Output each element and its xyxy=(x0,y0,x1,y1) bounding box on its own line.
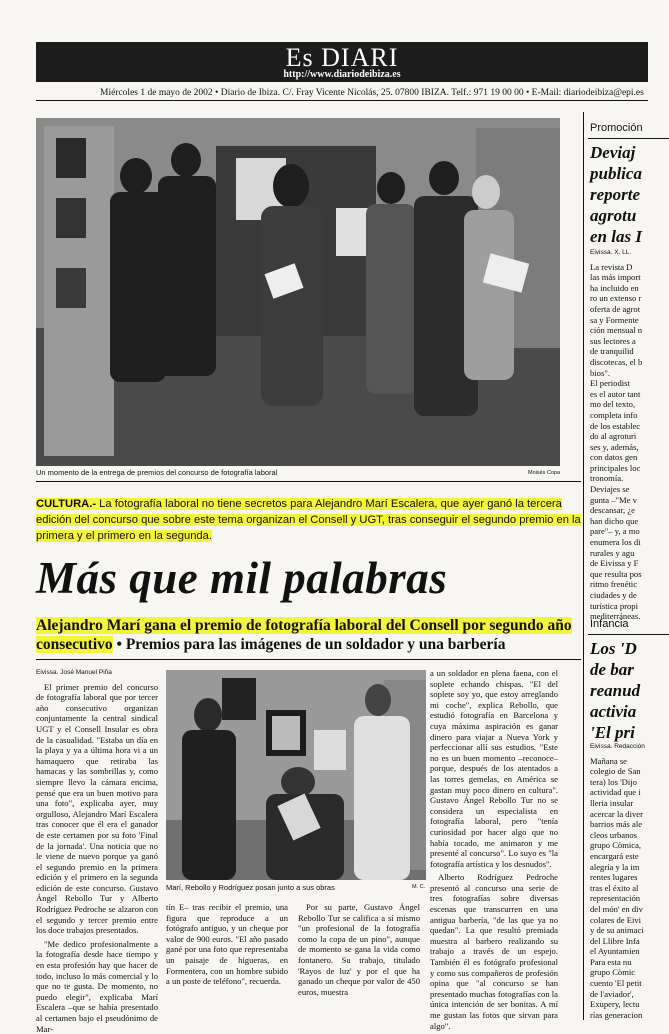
sidebar-text-line: gunta –"Me v xyxy=(590,494,637,505)
sidebar-text-line: sa y Formente xyxy=(590,314,639,325)
byline: Eivissa. José Manuel Piña xyxy=(36,669,112,676)
sidebar-text-line: actividad que i xyxy=(590,787,641,798)
col3-paragraph: Por su parte, Gustavo Ángel Rebollo Tur se califica a sí mismo "un profesional de la fotografía como la copa de un pino", aunque de momento se gana la vida como fontanero. Su trabajo, titulado 'Rayos de luz' y por el que ha ganado un cheque por valor de 450 euros, muestra xyxy=(298,902,420,997)
article-column-3 xyxy=(298,902,420,997)
winners-photo-caption: Marí, Rebollo y Rodríguez posan junto a sus obras xyxy=(166,883,335,892)
sidebar-headline-2: Los 'D de bar reanud activia 'El pri xyxy=(590,639,641,742)
sidebar-text-line: con datos gen xyxy=(590,452,638,463)
sidebar-text-line: es el autor tant xyxy=(590,388,641,399)
sidebar-text-line: rentes lugares xyxy=(590,872,638,883)
masthead xyxy=(36,42,648,82)
sidebar-text-line: del Llibre Infa xyxy=(590,935,640,946)
sidebar-text-line: y de su animaci xyxy=(590,925,644,936)
sidebar-text-line: ro un extenso r xyxy=(590,293,642,304)
subhead xyxy=(36,616,596,654)
sidebar-text-line: bios". xyxy=(590,367,610,378)
sidebar-text-line: pare"– y, a mo xyxy=(590,526,640,537)
dateline: Miércoles 1 de mayo de 2002 • Diario de Ibiza. C/. Fray Vicente Nicolás, 25. 07800 IBIZA. Telf.: 971 19 00 00 • E-Mail: diariodeibiza@epi.es xyxy=(100,88,644,98)
sidebar-text-line: representación xyxy=(590,893,641,904)
sidebar-text-line: descansar, ¿e xyxy=(590,505,635,516)
sidebar-text-line: ciudades y de xyxy=(590,590,637,600)
sidebar-section-infancia: Infancia xyxy=(590,618,629,630)
sidebar-text-line: mo del texto, xyxy=(590,399,636,410)
sidebar-text-line: de tranquilid xyxy=(590,346,634,357)
sidebar-text-line: completa info xyxy=(590,409,638,420)
sidebar-text-line: cuento 'El petit xyxy=(590,978,642,989)
col4-paragraph-1: a un soldador en plena faena, con el soplete echando chispas. "El del soplete soy yo, que estoy arreglando mi coche", explica Rebollo, que estudió fotografía en Barcelona y cuya máxima aspiración es ganar dinero para viajar a Nueva York y perfeccionar allí sus estudios. "Este no es un buen momento –reconoce– porque, después de los atentados a las torres gemelas, en América se gastan muy poco dinero en cultura". Gustavo Ángel Rebollo Tur no se considera un especialista en fotografía laboral, pero "tenía curiosidad por hacer algo que no había tocado, me animaron y me presenté al concurso". Lo suyo es "la fotografía artística y los desnudos". xyxy=(430,668,558,869)
col1-paragraph-2: "Me dedico profesionalmente a la fotografía desde hace tiempo y en esta profesión hay que hacer de todo, incluso lo más comercial y lo que no te gusta. De momento, no puedo elegir", explicaba Marí Escalera –que se había presentado al certamen bajo el pseudónimo de Mar- xyxy=(36,938,158,1034)
sidebar-text-line: ha incluido en xyxy=(590,282,639,293)
masthead-title: Es DIARI xyxy=(285,43,399,72)
sidebar-article-2 xyxy=(590,742,669,1020)
subhead-rest: • Premios para las imágenes de un soldador y una barbería xyxy=(112,636,506,653)
sidebar-text-line: mediterráneas. xyxy=(590,611,641,622)
winners-photo xyxy=(166,670,426,880)
top-photo-credit: Moisés Copa xyxy=(528,470,561,476)
sidebar-text-line: Para esta nu xyxy=(590,956,632,967)
masthead-url[interactable]: http://www.diariodeibiza.es xyxy=(283,69,401,80)
sidebar-text-line: tras el éxito al xyxy=(590,882,639,893)
winners-photo-credit: M. C. xyxy=(412,884,426,890)
sidebar-headline-1: Deviaj publica reporte agrotu en las I xyxy=(590,143,642,246)
sidebar-text-line: El periodist xyxy=(590,378,630,389)
sidebar-text-line: acercar la diver xyxy=(590,808,643,819)
headline: Más que mil palabras xyxy=(36,553,448,603)
sidebar-text-line: han dicho que xyxy=(590,515,639,526)
sidebar-text-line: rías generacion xyxy=(590,1009,643,1020)
sidebar-text-line: rurales y agu xyxy=(590,547,635,558)
article-column-1 xyxy=(36,668,158,1034)
col4-paragraph-2: Alberto Rodríguez Pedroche presentó al concurso una serie de tres fotografías sobre diversas escenas que transcurren en una antigua barbería, "de las que ya no quedan". La que resultó premiada muestra al barbero realizando su trabajo a través de un espejo. También él es fotógrafo profesional y como sus compañeros de profesión opina que "al concurso se han presentado muchas fotografías con la única intención de ser bonitas. A mí me gustan las fotos que sirvan para algo". xyxy=(430,872,558,1031)
sidebar-text-line: sus lectores a xyxy=(590,335,636,346)
top-photo-caption: Un momento de la entrega de premios del concurso de fotografía laboral xyxy=(36,468,278,477)
sidebar-text-line: las más import xyxy=(590,272,641,283)
sidebar-text-line: de l'aviador', xyxy=(590,988,634,999)
sidebar-text-line: del món' en div xyxy=(590,903,643,914)
lead-text: La fotografía laboral no tiene secretos para Alejandro Marí Escalera, que ayer ganó la tercera edición del concurso que sobre este tema organizan el Consell y UGT, tras conseguir el segundo premio en la primera y el primero en la segunda. xyxy=(36,498,581,542)
sidebar-text-line: ción mensual n xyxy=(590,325,643,336)
sidebar-text-line: discotecas, el b xyxy=(590,356,643,367)
sidebar-text-line: ritmo frenétic xyxy=(590,579,638,590)
sidebar-text-line: colares de Eivi xyxy=(590,914,642,925)
sidebar-text-line: enumera los di xyxy=(590,537,641,548)
lead-paragraph xyxy=(36,496,591,544)
sidebar-article-1 xyxy=(590,248,669,622)
sidebar-text-line: Exupery, lectu xyxy=(590,999,640,1010)
sidebar-text-line: Deviajes se xyxy=(590,484,630,495)
sidebar-text-line: el Ayuntamien xyxy=(590,946,640,957)
sidebar-text-line: tronomía. xyxy=(590,473,624,484)
col2-paragraph: tín E– tras recibir el premio, una figura que reproduce a un fotógrafo antiguo, y un cheque por valor de 900 euros. "El año pasado gané por una foto que representaba un paisaje de higueras, en Formentera, con un hombre subido a un poste de teléfono", recuerda. xyxy=(166,902,288,987)
sidebar-rule-1 xyxy=(588,138,669,139)
sidebar-text-line: encargará este xyxy=(590,850,639,861)
sidebar-section-promocion: Promoción xyxy=(590,122,643,134)
sidebar-text-line: cleos urbanos xyxy=(590,829,638,840)
sidebar-text-line: tera) los 'Dijo xyxy=(590,776,637,787)
sidebar-text-line: alegría y la im xyxy=(590,861,640,872)
sidebar-text-line: oferta de agrot xyxy=(590,303,641,314)
sidebar-text-line: de los establec xyxy=(590,420,641,431)
lead-label: CULTURA.- xyxy=(36,498,97,510)
sidebar-text-line: principales loc xyxy=(590,462,641,473)
article-column-4 xyxy=(430,668,558,1031)
subhead-highlight: Alejandro Marí gana el premio de fotografía laboral del Consell por segundo año consecutivo xyxy=(36,617,572,653)
photo-rule xyxy=(36,481,581,482)
sidebar-text-line: barrios más ale xyxy=(590,819,643,830)
award-ceremony-photo xyxy=(36,118,560,466)
sidebar-text-line: ses y, además, xyxy=(590,441,639,452)
sidebar-text-line: que resulta pos xyxy=(590,568,642,579)
article-column-2 xyxy=(166,902,288,987)
sidebar-byline-2: Eivissa. Redacción xyxy=(590,743,645,750)
sidebar-text-line: grupo Còmica, xyxy=(590,840,642,851)
sidebar-text-line: colegio de San xyxy=(590,766,641,777)
sidebar-text-line: turística propi xyxy=(590,600,638,611)
sidebar-text-line: La revista D xyxy=(590,261,633,272)
sidebar-text-line: grupo Còmic xyxy=(590,967,636,978)
sidebar-rule-2 xyxy=(588,634,669,635)
col1-paragraph-1: El primer premio del concurso de fotografía laboral que por tercer año consecutivo organizan conjuntamente la central sindical UGT y el Consell Insular es obra de la casualidad. "Estaba un día en la playa y ya a última hora vi a un hamaquero que retiraba las hamacas y las sombrillas y, como siempre llevo la cámara encima, pensé que era un buen motivo para una foto", explicaba ayer, muy orgulloso, Alejandro Marí Escalera tras conocer que él era el ganador de este certamen por su foto 'Final de la jornada'. Una noticia que no le viene de nuevo porque ya ganó el segundo premio en la primera edición y el primero en la segunda edición de este concurso. Gustavo Ángel Rebollo Tur y Alberto Rodríguez Pedroche se alzaron con el segundo y tercer premio entre los doce trabajos presentados. xyxy=(36,681,158,936)
sidebar-text-line: de Eivissa y F xyxy=(590,558,639,569)
sidebar-text-line: do al agroturi xyxy=(590,431,637,442)
dateline-rule xyxy=(36,100,648,101)
sidebar-text-line: lleria insular xyxy=(590,797,634,808)
sidebar-text-line: Mañana se xyxy=(590,755,627,766)
subhead-rule xyxy=(36,659,581,660)
sidebar-byline-1: Eivissa. X. LL. xyxy=(590,249,632,256)
